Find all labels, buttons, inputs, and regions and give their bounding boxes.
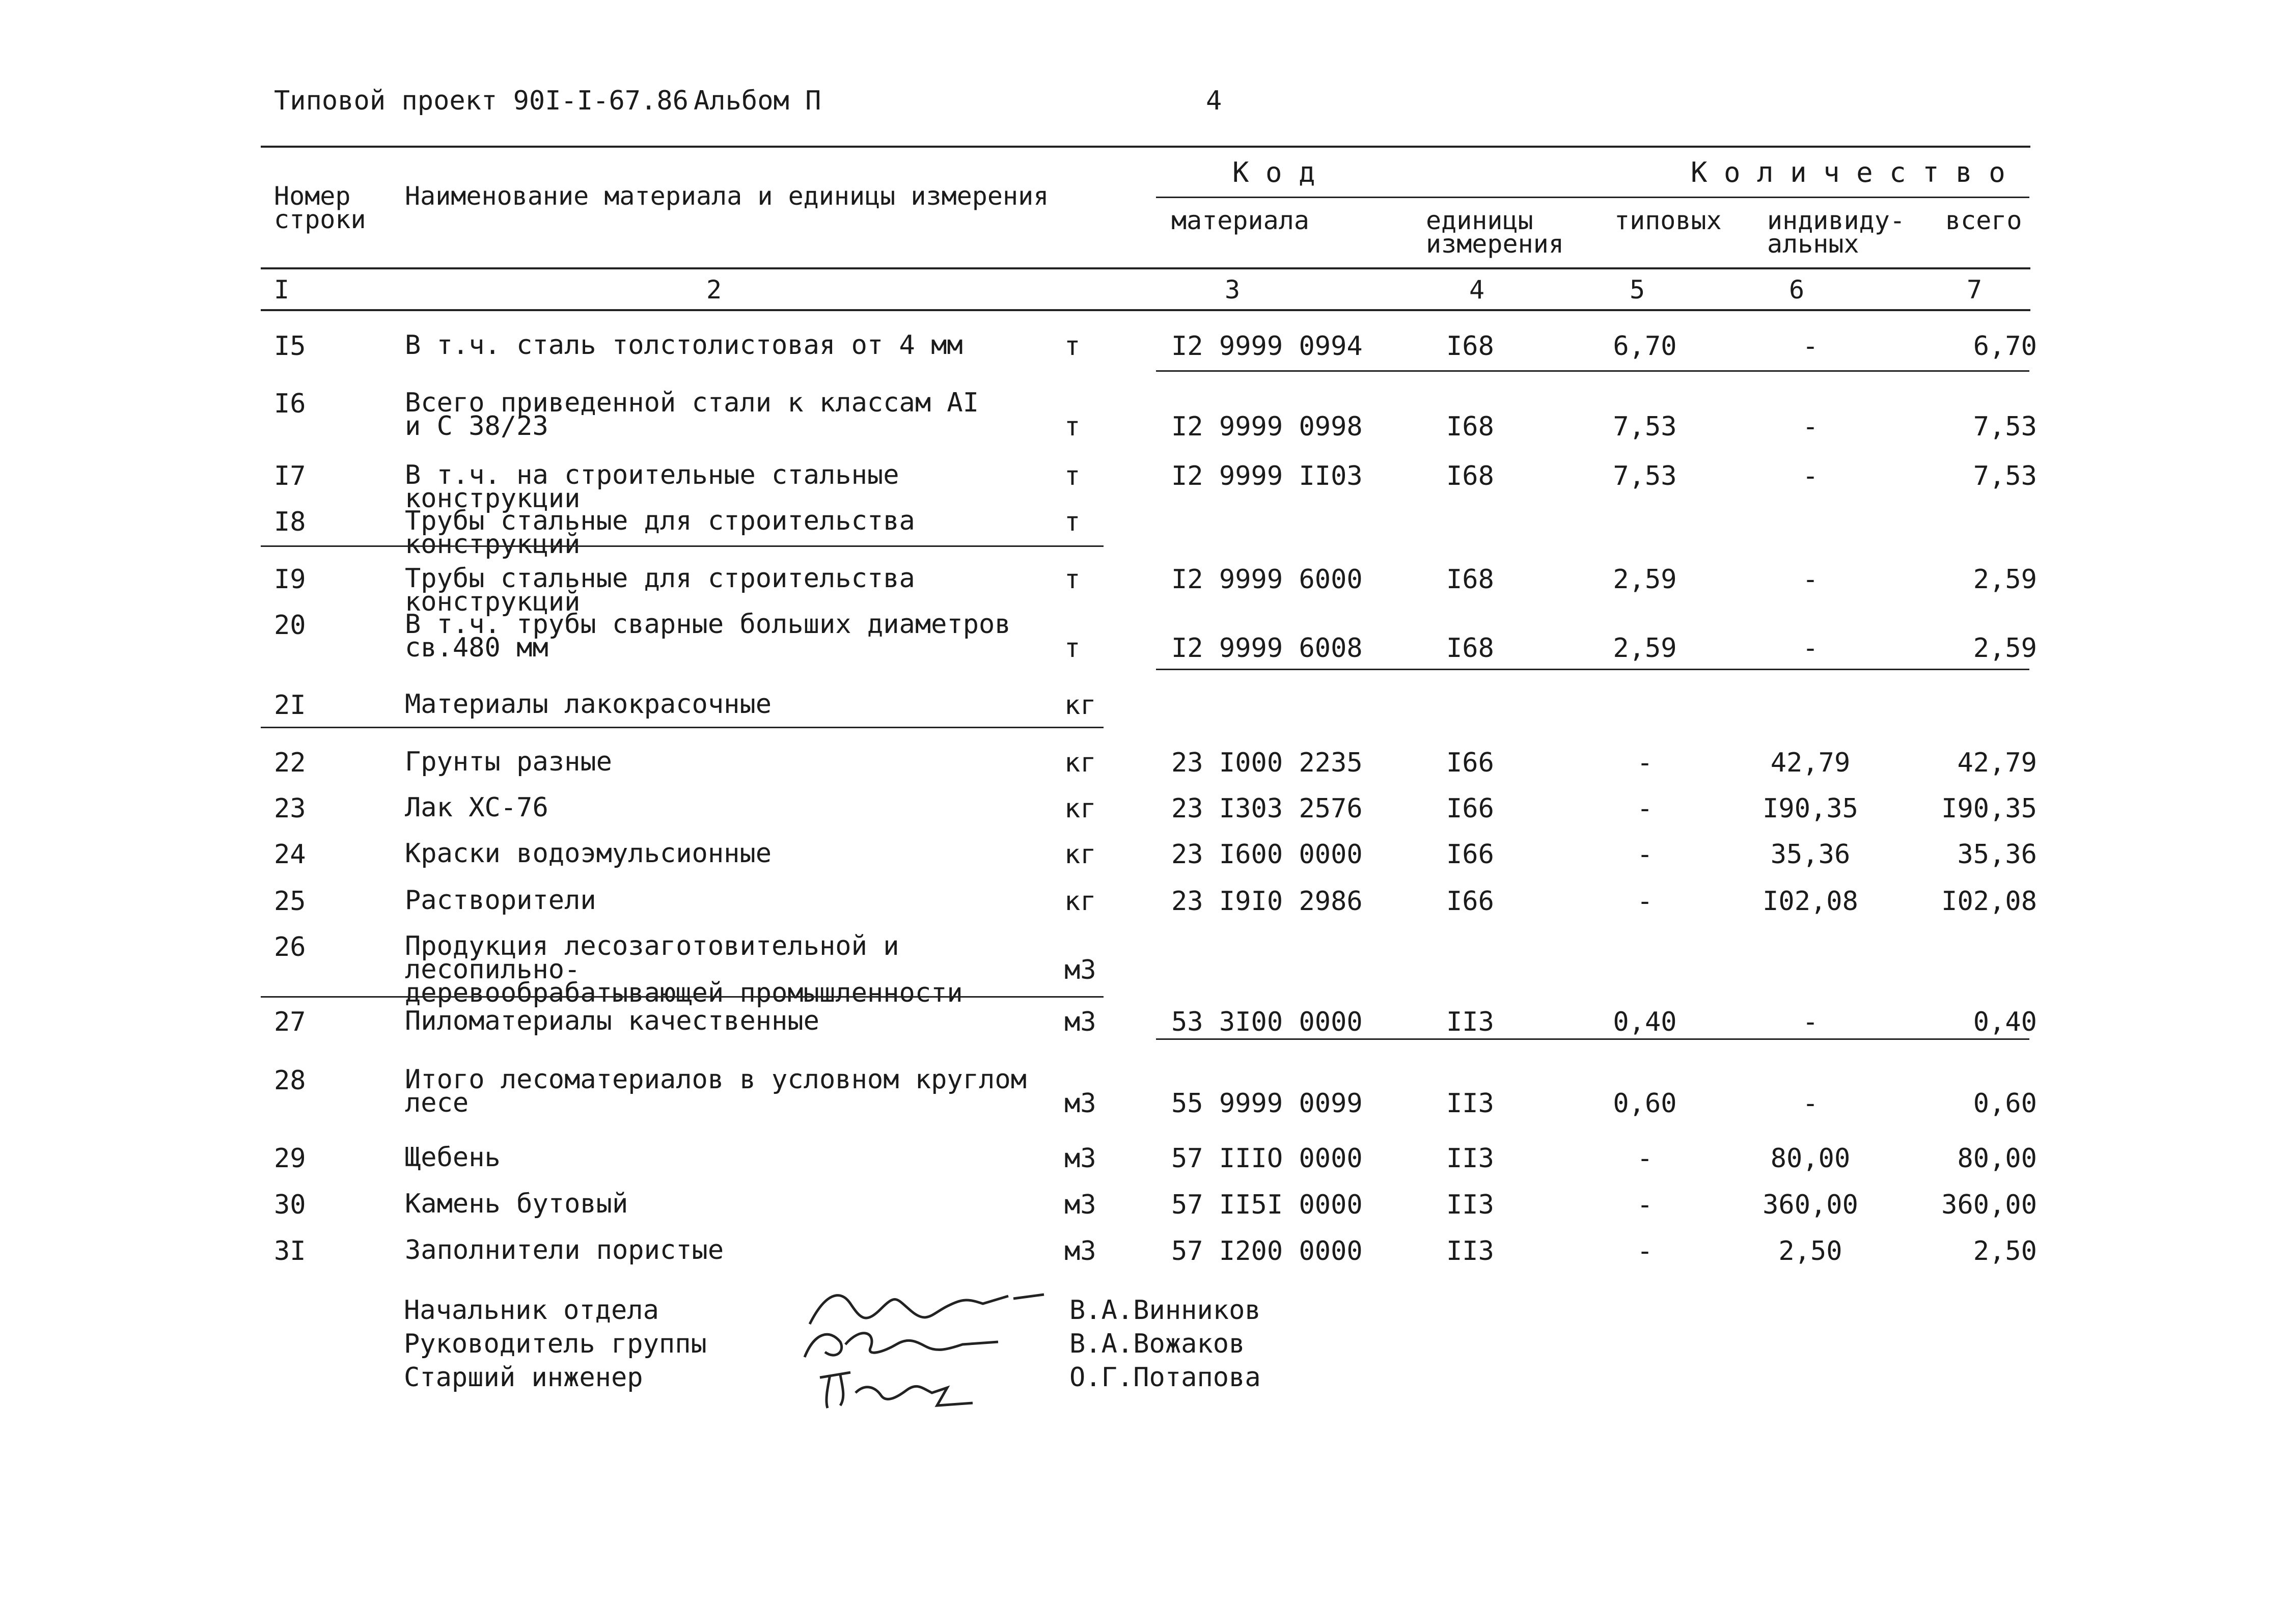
signature-role-2: Руководитель группы bbox=[404, 1329, 707, 1359]
signature-role-3: Старший инженер bbox=[404, 1362, 643, 1393]
material-code: I2 9999 6000 bbox=[1171, 564, 1363, 595]
col-number-3: 3 bbox=[1225, 275, 1241, 305]
header-bottom-rule bbox=[261, 267, 2030, 269]
material-code: 23 I000 2235 bbox=[1171, 748, 1363, 778]
material-code: I2 9999 6008 bbox=[1171, 633, 1363, 664]
material-name: Итого лесоматериалов в условном круглом лесе bbox=[405, 1064, 1027, 1118]
qty-typical: 7,53 bbox=[1613, 411, 1677, 442]
row-number: I6 bbox=[274, 389, 306, 419]
qty-individual: 42,79 bbox=[1770, 748, 1851, 778]
qty-total: 2,59 bbox=[1973, 564, 2037, 595]
unit-code: I66 bbox=[1446, 839, 1494, 870]
handwritten-signature-3 bbox=[810, 1357, 988, 1418]
material-code: 53 3I00 0000 bbox=[1171, 1007, 1363, 1037]
material-name: Лак ХС-76 bbox=[405, 792, 548, 823]
unit-code: I66 bbox=[1446, 748, 1494, 778]
unit-label: кг bbox=[1064, 748, 1096, 778]
row-number: I5 bbox=[274, 331, 306, 362]
header-code-group: К о д bbox=[1232, 156, 1315, 188]
qty-individual: - bbox=[1802, 1088, 1819, 1119]
row-number: I9 bbox=[274, 564, 306, 595]
qty-total: 42,79 bbox=[1957, 748, 2037, 778]
qty-individual: 2,50 bbox=[1778, 1236, 1842, 1267]
row-rule-15 bbox=[1156, 370, 2029, 372]
material-name: Всего приведенной стали к классам AI и С 38/23 bbox=[405, 388, 979, 442]
qty-typical: 2,59 bbox=[1613, 633, 1677, 664]
qty-individual: - bbox=[1802, 1007, 1819, 1037]
row-number: 20 bbox=[274, 610, 306, 641]
col-number-5: 5 bbox=[1630, 275, 1645, 305]
row-number: 25 bbox=[274, 886, 306, 917]
material-code: 57 IIIO 0000 bbox=[1171, 1143, 1363, 1174]
material-code: 23 I303 2576 bbox=[1171, 793, 1363, 824]
unit-code: I66 bbox=[1446, 886, 1494, 917]
qty-individual: 80,00 bbox=[1770, 1143, 1851, 1174]
qty-individual: - bbox=[1802, 633, 1819, 664]
signature-name-2: В.А.Вожаков bbox=[1069, 1329, 1245, 1359]
material-code: 57 I200 0000 bbox=[1171, 1236, 1363, 1267]
unit-label: м3 bbox=[1064, 1236, 1096, 1267]
header-qty-individual: индивиду- альных bbox=[1767, 206, 1905, 259]
qty-individual: - bbox=[1802, 331, 1819, 362]
col-number-6: 6 bbox=[1789, 275, 1805, 305]
material-code: I2 9999 II03 bbox=[1171, 461, 1363, 491]
qty-typical: 0,40 bbox=[1613, 1007, 1677, 1037]
material-name: Растворители bbox=[405, 885, 596, 916]
unit-label: м3 bbox=[1064, 1143, 1096, 1174]
qty-typical: 0,60 bbox=[1613, 1088, 1677, 1119]
unit-label: кг bbox=[1064, 839, 1096, 870]
qty-typical: - bbox=[1637, 793, 1653, 824]
qty-total: 6,70 bbox=[1973, 331, 2037, 362]
qty-individual: I90,35 bbox=[1763, 793, 1858, 824]
qty-typical: - bbox=[1637, 839, 1653, 870]
qty-individual: - bbox=[1802, 564, 1819, 595]
material-name: Продукция лесозаготовительной и лесопильно- деревообрабатывающей промышленности bbox=[405, 931, 963, 1008]
row-rule-21 bbox=[261, 727, 1104, 728]
qty-total: I02,08 bbox=[1941, 886, 2037, 917]
col-numbers-rule bbox=[261, 309, 2030, 311]
unit-code: II3 bbox=[1446, 1088, 1494, 1119]
material-code: 55 9999 0099 bbox=[1171, 1088, 1363, 1119]
qty-total: 80,00 bbox=[1957, 1143, 2037, 1174]
material-name: Щебень bbox=[405, 1142, 501, 1173]
qty-total: 360,00 bbox=[1941, 1190, 2037, 1220]
header-code-unit: единицы измерения bbox=[1426, 206, 1564, 259]
qty-typical: 2,59 bbox=[1613, 564, 1677, 595]
qty-total: 2,59 bbox=[1973, 633, 2037, 664]
album-label: Альбом П bbox=[694, 86, 821, 116]
material-name: Камень бутовый bbox=[405, 1189, 628, 1219]
unit-code: I68 bbox=[1446, 411, 1494, 442]
material-name: Трубы стальные для строительства конструкций bbox=[405, 563, 915, 617]
material-name: В т.ч. сталь толстолистовая от 4 мм bbox=[405, 330, 963, 361]
unit-label: м3 bbox=[1064, 1190, 1096, 1220]
qty-total: 0,60 bbox=[1973, 1088, 2037, 1119]
unit-label: кг bbox=[1064, 690, 1096, 721]
material-code: I2 9999 0994 bbox=[1171, 331, 1363, 362]
row-rule-20 bbox=[1156, 669, 2029, 670]
unit-code: I68 bbox=[1446, 564, 1494, 595]
material-code: I2 9999 0998 bbox=[1171, 411, 1363, 442]
signature-name-3: О.Г.Потапова bbox=[1069, 1362, 1261, 1393]
header-qty-typical: типовых bbox=[1614, 206, 1722, 235]
material-name: В т.ч. на строительные стальные конструкции bbox=[405, 460, 899, 514]
row-number: 30 bbox=[274, 1190, 306, 1220]
row-number: 27 bbox=[274, 1007, 306, 1037]
unit-code: II3 bbox=[1446, 1190, 1494, 1220]
qty-individual: - bbox=[1802, 461, 1819, 491]
col-number-2: 2 bbox=[706, 275, 722, 305]
unit-label: кг bbox=[1064, 886, 1096, 917]
row-number: 3I bbox=[274, 1236, 306, 1267]
unit-label: т bbox=[1064, 461, 1081, 491]
header-code-material: материала bbox=[1171, 206, 1309, 235]
row-rule-26 bbox=[261, 996, 1104, 998]
header-qty-total: всего bbox=[1945, 206, 2022, 235]
unit-label: кг bbox=[1064, 793, 1096, 824]
unit-label: т bbox=[1064, 564, 1081, 595]
row-number: I7 bbox=[274, 461, 306, 491]
qty-total: 7,53 bbox=[1973, 461, 2037, 491]
qty-total: I90,35 bbox=[1941, 793, 2037, 824]
header-row-no: Номер строки bbox=[274, 181, 366, 234]
qty-typical: 7,53 bbox=[1613, 461, 1677, 491]
unit-code: II3 bbox=[1446, 1143, 1494, 1174]
qty-typical: - bbox=[1637, 748, 1653, 778]
unit-label: м3 bbox=[1064, 1088, 1096, 1119]
qty-typical: - bbox=[1637, 1190, 1653, 1220]
qty-typical: - bbox=[1637, 1236, 1653, 1267]
code-group-underline bbox=[1156, 197, 2029, 198]
unit-label: м3 bbox=[1064, 1007, 1096, 1037]
material-name: В т.ч. трубы сварные больших диаметров св.480 мм bbox=[405, 609, 1011, 663]
material-name: Грунты разные bbox=[405, 747, 612, 777]
unit-code: I68 bbox=[1446, 461, 1494, 491]
unit-code: I66 bbox=[1446, 793, 1494, 824]
row-number: I8 bbox=[274, 507, 306, 537]
unit-code: I68 bbox=[1446, 633, 1494, 664]
row-number: 26 bbox=[274, 932, 306, 962]
row-number: 2I bbox=[274, 690, 306, 721]
qty-total: 35,36 bbox=[1957, 839, 2037, 870]
signature-name-1: В.А.Винников bbox=[1069, 1295, 1261, 1326]
material-name: Материалы лакокрасочные bbox=[405, 689, 772, 720]
row-number: 28 bbox=[274, 1065, 306, 1096]
col-number-1: I bbox=[274, 275, 290, 305]
qty-total: 7,53 bbox=[1973, 411, 2037, 442]
table-top-rule bbox=[261, 146, 2030, 148]
unit-label: т bbox=[1064, 411, 1081, 442]
material-name: Краски водоэмульсионные bbox=[405, 838, 772, 869]
header-material-name: Наименование материала и единицы измерения bbox=[405, 181, 1049, 211]
row-rule-18 bbox=[261, 545, 1104, 547]
unit-label: т bbox=[1064, 633, 1081, 664]
qty-individual: 360,00 bbox=[1763, 1190, 1858, 1220]
unit-label: м3 bbox=[1064, 955, 1096, 985]
unit-code: II3 bbox=[1446, 1236, 1494, 1267]
qty-individual: 35,36 bbox=[1770, 839, 1851, 870]
qty-typical: - bbox=[1637, 886, 1653, 917]
row-rule-27 bbox=[1156, 1038, 2029, 1040]
row-number: 23 bbox=[274, 793, 306, 824]
qty-typical: - bbox=[1637, 1143, 1653, 1174]
qty-total: 0,40 bbox=[1973, 1007, 2037, 1037]
signature-role-1: Начальник отдела bbox=[404, 1295, 659, 1326]
material-code: 23 I9I0 2986 bbox=[1171, 886, 1363, 917]
material-name: Пиломатериалы качественные bbox=[405, 1006, 819, 1036]
col-number-7: 7 bbox=[1967, 275, 1983, 305]
material-code: 23 I600 0000 bbox=[1171, 839, 1363, 870]
qty-typical: 6,70 bbox=[1613, 331, 1677, 362]
unit-label: т bbox=[1064, 331, 1081, 362]
unit-code: II3 bbox=[1446, 1007, 1494, 1037]
qty-individual: - bbox=[1802, 411, 1819, 442]
material-code: 57 II5I 0000 bbox=[1171, 1190, 1363, 1220]
unit-code: I68 bbox=[1446, 331, 1494, 362]
material-name: Заполнители пористые bbox=[405, 1235, 724, 1265]
page-number: 4 bbox=[1206, 86, 1222, 116]
col-number-4: 4 bbox=[1469, 275, 1485, 305]
project-title: Типовой проект 90I-I-67.86 bbox=[274, 86, 689, 116]
row-number: 24 bbox=[274, 839, 306, 870]
qty-individual: I02,08 bbox=[1763, 886, 1858, 917]
row-number: 22 bbox=[274, 748, 306, 778]
qty-total: 2,50 bbox=[1973, 1236, 2037, 1267]
header-quantity-group: К о л и ч е с т в о bbox=[1691, 156, 2005, 188]
material-name: Трубы стальные для строительства конструкций bbox=[405, 506, 915, 560]
unit-label: т bbox=[1064, 507, 1081, 537]
row-number: 29 bbox=[274, 1143, 306, 1174]
